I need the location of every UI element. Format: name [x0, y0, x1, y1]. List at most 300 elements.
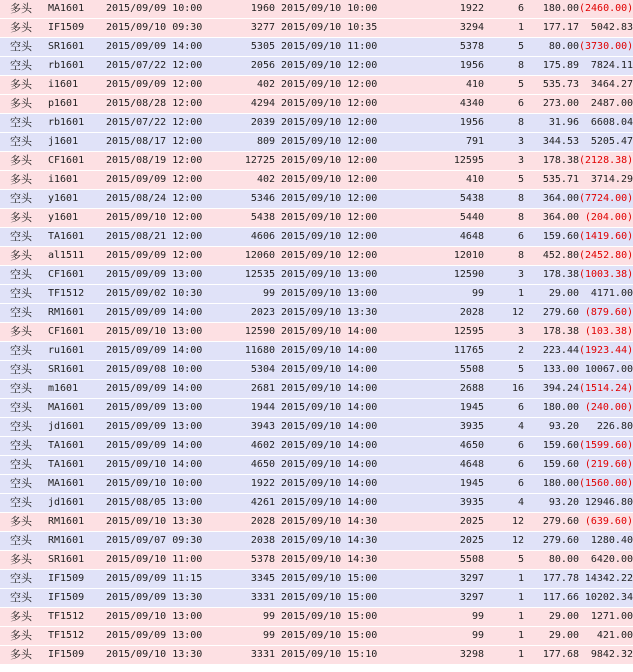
entry-price-cell: 99 — [220, 627, 275, 646]
fee-cell: 178.38 — [524, 266, 579, 285]
symbol-cell: ru1601 — [40, 342, 100, 361]
exit-time-cell: 2015/09/10 12:00 — [275, 133, 399, 152]
exit-time-cell: 2015/09/10 14:00 — [275, 494, 399, 513]
exit-time-cell: 2015/09/10 15:00 — [275, 608, 399, 627]
quantity-cell: 12 — [484, 513, 524, 532]
symbol-cell: y1601 — [40, 190, 100, 209]
entry-time-cell: 2015/08/21 12:00 — [100, 228, 220, 247]
entry-time-cell: 2015/09/09 11:15 — [100, 570, 220, 589]
entry-price-cell: 5438 — [220, 209, 275, 228]
pnl-cell: (204.00) — [579, 209, 633, 228]
pnl-cell: (1599.60) — [579, 437, 633, 456]
exit-price-cell: 410 — [399, 171, 484, 190]
table-row — [0, 152, 633, 171]
quantity-cell: 6 — [484, 475, 524, 494]
entry-price-cell: 12590 — [220, 323, 275, 342]
entry-time-cell: 2015/09/08 10:00 — [100, 361, 220, 380]
direction-cell: 多头 — [0, 247, 40, 266]
table-row — [0, 114, 633, 133]
pnl-cell: 12946.80 — [579, 494, 633, 513]
exit-time-cell: 2015/09/10 12:00 — [275, 76, 399, 95]
direction-cell: 空头 — [0, 361, 40, 380]
pnl-cell: 10067.00 — [579, 361, 633, 380]
symbol-cell: MA1601 — [40, 399, 100, 418]
entry-time-cell: 2015/09/10 13:30 — [100, 513, 220, 532]
direction-cell: 空头 — [0, 399, 40, 418]
symbol-cell: jd1601 — [40, 494, 100, 513]
quantity-cell: 1 — [484, 608, 524, 627]
entry-price-cell: 809 — [220, 133, 275, 152]
pnl-cell: 3464.27 — [579, 76, 633, 95]
entry-time-cell: 2015/09/09 13:00 — [100, 418, 220, 437]
quantity-cell: 6 — [484, 95, 524, 114]
fee-cell: 178.38 — [524, 152, 579, 171]
quantity-cell: 6 — [484, 0, 524, 19]
exit-time-cell: 2015/09/10 13:30 — [275, 304, 399, 323]
fee-cell: 279.60 — [524, 532, 579, 551]
pnl-cell: (2460.00) — [579, 0, 633, 19]
symbol-cell: m1601 — [40, 380, 100, 399]
pnl-cell: 6608.04 — [579, 114, 633, 133]
direction-cell: 空头 — [0, 570, 40, 589]
pnl-cell: 7824.11 — [579, 57, 633, 76]
direction-cell: 空头 — [0, 532, 40, 551]
entry-price-cell: 12060 — [220, 247, 275, 266]
exit-time-cell: 2015/09/10 10:35 — [275, 19, 399, 38]
exit-price-cell: 5508 — [399, 361, 484, 380]
pnl-cell: (240.00) — [579, 399, 633, 418]
quantity-cell: 1 — [484, 646, 524, 665]
exit-price-cell: 5508 — [399, 551, 484, 570]
direction-cell: 空头 — [0, 304, 40, 323]
exit-price-cell: 3297 — [399, 589, 484, 608]
fee-cell: 535.71 — [524, 171, 579, 190]
exit-price-cell: 4340 — [399, 95, 484, 114]
fee-cell: 159.60 — [524, 437, 579, 456]
table-row — [0, 171, 633, 190]
exit-price-cell: 99 — [399, 608, 484, 627]
symbol-cell: RM1601 — [40, 532, 100, 551]
entry-time-cell: 2015/07/22 12:00 — [100, 114, 220, 133]
symbol-cell: IF1509 — [40, 570, 100, 589]
quantity-cell: 5 — [484, 171, 524, 190]
symbol-cell: j1601 — [40, 133, 100, 152]
entry-price-cell: 2681 — [220, 380, 275, 399]
exit-time-cell: 2015/09/10 11:00 — [275, 38, 399, 57]
entry-price-cell: 1922 — [220, 475, 275, 494]
quantity-cell: 8 — [484, 57, 524, 76]
fee-cell: 175.89 — [524, 57, 579, 76]
pnl-cell: 10202.34 — [579, 589, 633, 608]
entry-price-cell: 5378 — [220, 551, 275, 570]
direction-cell: 多头 — [0, 646, 40, 665]
entry-price-cell: 11680 — [220, 342, 275, 361]
exit-time-cell: 2015/09/10 14:30 — [275, 551, 399, 570]
symbol-cell: MA1601 — [40, 0, 100, 19]
entry-time-cell: 2015/09/10 12:00 — [100, 209, 220, 228]
table-row — [0, 266, 633, 285]
table-row — [0, 532, 633, 551]
table-row — [0, 494, 633, 513]
entry-price-cell: 5304 — [220, 361, 275, 380]
pnl-cell: 4171.00 — [579, 285, 633, 304]
fee-cell: 273.00 — [524, 95, 579, 114]
exit-time-cell: 2015/09/10 12:00 — [275, 209, 399, 228]
direction-cell: 多头 — [0, 323, 40, 342]
symbol-cell: al1511 — [40, 247, 100, 266]
direction-cell: 多头 — [0, 152, 40, 171]
fee-cell: 452.80 — [524, 247, 579, 266]
pnl-cell: 1280.40 — [579, 532, 633, 551]
direction-cell: 多头 — [0, 608, 40, 627]
quantity-cell: 1 — [484, 19, 524, 38]
table-row — [0, 0, 633, 19]
entry-time-cell: 2015/09/10 14:00 — [100, 456, 220, 475]
entry-price-cell: 4261 — [220, 494, 275, 513]
quantity-cell: 1 — [484, 589, 524, 608]
direction-cell: 空头 — [0, 589, 40, 608]
entry-time-cell: 2015/09/10 10:00 — [100, 475, 220, 494]
exit-time-cell: 2015/09/10 13:00 — [275, 266, 399, 285]
pnl-cell: 14342.22 — [579, 570, 633, 589]
fee-cell: 93.20 — [524, 418, 579, 437]
exit-price-cell: 3297 — [399, 570, 484, 589]
pnl-cell: 1271.00 — [579, 608, 633, 627]
pnl-cell: (1003.38) — [579, 266, 633, 285]
quantity-cell: 1 — [484, 627, 524, 646]
quantity-cell: 5 — [484, 76, 524, 95]
table-row — [0, 304, 633, 323]
pnl-cell: (1923.44) — [579, 342, 633, 361]
quantity-cell: 3 — [484, 266, 524, 285]
symbol-cell: CF1601 — [40, 323, 100, 342]
symbol-cell: SR1601 — [40, 38, 100, 57]
quantity-cell: 3 — [484, 133, 524, 152]
entry-time-cell: 2015/09/09 12:00 — [100, 76, 220, 95]
symbol-cell: jd1601 — [40, 418, 100, 437]
pnl-cell: (1560.00) — [579, 475, 633, 494]
pnl-cell: (1514.24) — [579, 380, 633, 399]
exit-time-cell: 2015/09/10 14:30 — [275, 532, 399, 551]
table-row — [0, 456, 633, 475]
table-row — [0, 323, 633, 342]
direction-cell: 多头 — [0, 171, 40, 190]
entry-time-cell: 2015/09/09 12:00 — [100, 171, 220, 190]
entry-time-cell: 2015/08/28 12:00 — [100, 95, 220, 114]
quantity-cell: 6 — [484, 437, 524, 456]
fee-cell: 117.66 — [524, 589, 579, 608]
entry-time-cell: 2015/08/24 12:00 — [100, 190, 220, 209]
direction-cell: 空头 — [0, 38, 40, 57]
entry-price-cell: 12725 — [220, 152, 275, 171]
symbol-cell: y1601 — [40, 209, 100, 228]
fee-cell: 279.60 — [524, 513, 579, 532]
pnl-cell: (103.38) — [579, 323, 633, 342]
entry-price-cell: 2028 — [220, 513, 275, 532]
exit-price-cell: 3935 — [399, 494, 484, 513]
fee-cell: 180.00 — [524, 0, 579, 19]
entry-time-cell: 2015/09/09 13:00 — [100, 399, 220, 418]
direction-cell: 空头 — [0, 133, 40, 152]
entry-price-cell: 1944 — [220, 399, 275, 418]
fee-cell: 80.00 — [524, 38, 579, 57]
table-row — [0, 342, 633, 361]
exit-time-cell: 2015/09/10 10:00 — [275, 0, 399, 19]
table-row — [0, 551, 633, 570]
exit-price-cell: 791 — [399, 133, 484, 152]
table-row — [0, 437, 633, 456]
direction-cell: 空头 — [0, 380, 40, 399]
fee-cell: 159.60 — [524, 456, 579, 475]
table-row — [0, 399, 633, 418]
table-row — [0, 475, 633, 494]
entry-time-cell: 2015/07/22 12:00 — [100, 57, 220, 76]
entry-time-cell: 2015/09/09 14:00 — [100, 304, 220, 323]
exit-time-cell: 2015/09/10 14:00 — [275, 361, 399, 380]
quantity-cell: 12 — [484, 304, 524, 323]
entry-time-cell: 2015/08/17 12:00 — [100, 133, 220, 152]
exit-time-cell: 2015/09/10 14:00 — [275, 437, 399, 456]
exit-time-cell: 2015/09/10 14:00 — [275, 456, 399, 475]
pnl-cell: (2452.80) — [579, 247, 633, 266]
exit-time-cell: 2015/09/10 12:00 — [275, 171, 399, 190]
pnl-cell: 5205.47 — [579, 133, 633, 152]
exit-price-cell: 99 — [399, 285, 484, 304]
pnl-cell: 2487.00 — [579, 95, 633, 114]
symbol-cell: TF1512 — [40, 608, 100, 627]
fee-cell: 93.20 — [524, 494, 579, 513]
entry-time-cell: 2015/09/10 11:00 — [100, 551, 220, 570]
table-row — [0, 19, 633, 38]
fee-cell: 344.53 — [524, 133, 579, 152]
entry-price-cell: 5346 — [220, 190, 275, 209]
table-row — [0, 627, 633, 646]
direction-cell: 多头 — [0, 513, 40, 532]
entry-time-cell: 2015/09/09 13:00 — [100, 627, 220, 646]
entry-time-cell: 2015/09/10 09:30 — [100, 19, 220, 38]
table-row — [0, 247, 633, 266]
entry-time-cell: 2015/09/10 13:00 — [100, 323, 220, 342]
entry-price-cell: 2039 — [220, 114, 275, 133]
table-row — [0, 76, 633, 95]
entry-time-cell: 2015/09/09 14:00 — [100, 380, 220, 399]
quantity-cell: 6 — [484, 456, 524, 475]
exit-time-cell: 2015/09/10 14:00 — [275, 418, 399, 437]
exit-time-cell: 2015/09/10 12:00 — [275, 114, 399, 133]
quantity-cell: 6 — [484, 228, 524, 247]
exit-price-cell: 5440 — [399, 209, 484, 228]
exit-time-cell: 2015/09/10 12:00 — [275, 228, 399, 247]
entry-price-cell: 3331 — [220, 589, 275, 608]
exit-time-cell: 2015/09/10 12:00 — [275, 247, 399, 266]
exit-price-cell: 3935 — [399, 418, 484, 437]
pnl-cell: (7724.00) — [579, 190, 633, 209]
exit-price-cell: 1956 — [399, 114, 484, 133]
pnl-cell: 421.00 — [579, 627, 633, 646]
exit-price-cell: 4648 — [399, 456, 484, 475]
symbol-cell: TF1512 — [40, 285, 100, 304]
entry-price-cell: 1960 — [220, 0, 275, 19]
entry-time-cell: 2015/09/02 10:30 — [100, 285, 220, 304]
exit-time-cell: 2015/09/10 14:00 — [275, 323, 399, 342]
fee-cell: 133.00 — [524, 361, 579, 380]
entry-price-cell: 99 — [220, 608, 275, 627]
quantity-cell: 4 — [484, 418, 524, 437]
entry-time-cell: 2015/09/09 10:00 — [100, 0, 220, 19]
table-row — [0, 285, 633, 304]
exit-time-cell: 2015/09/10 12:00 — [275, 57, 399, 76]
direction-cell: 多头 — [0, 95, 40, 114]
quantity-cell: 5 — [484, 361, 524, 380]
quantity-cell: 5 — [484, 551, 524, 570]
pnl-cell: (3730.00) — [579, 38, 633, 57]
direction-cell: 空头 — [0, 57, 40, 76]
fee-cell: 178.38 — [524, 323, 579, 342]
quantity-cell: 2 — [484, 342, 524, 361]
entry-time-cell: 2015/09/10 13:30 — [100, 646, 220, 665]
fee-cell: 177.78 — [524, 570, 579, 589]
table-row — [0, 570, 633, 589]
fee-cell: 180.00 — [524, 475, 579, 494]
table-row — [0, 95, 633, 114]
fee-cell: 394.24 — [524, 380, 579, 399]
symbol-cell: i1601 — [40, 171, 100, 190]
fee-cell: 177.17 — [524, 19, 579, 38]
exit-time-cell: 2015/09/10 15:10 — [275, 646, 399, 665]
symbol-cell: SR1601 — [40, 551, 100, 570]
quantity-cell: 8 — [484, 190, 524, 209]
symbol-cell: RM1601 — [40, 304, 100, 323]
entry-time-cell: 2015/09/09 12:00 — [100, 247, 220, 266]
exit-price-cell: 2025 — [399, 532, 484, 551]
entry-time-cell: 2015/09/10 13:00 — [100, 608, 220, 627]
symbol-cell: TA1601 — [40, 437, 100, 456]
exit-price-cell: 12595 — [399, 323, 484, 342]
direction-cell: 空头 — [0, 285, 40, 304]
quantity-cell: 1 — [484, 570, 524, 589]
entry-price-cell: 99 — [220, 285, 275, 304]
fee-cell: 177.68 — [524, 646, 579, 665]
table-row — [0, 608, 633, 627]
direction-cell: 空头 — [0, 456, 40, 475]
symbol-cell: p1601 — [40, 95, 100, 114]
quantity-cell: 8 — [484, 114, 524, 133]
direction-cell: 多头 — [0, 551, 40, 570]
exit-price-cell: 2688 — [399, 380, 484, 399]
pnl-cell: 226.80 — [579, 418, 633, 437]
exit-price-cell: 5378 — [399, 38, 484, 57]
exit-time-cell: 2015/09/10 15:00 — [275, 627, 399, 646]
exit-price-cell: 4648 — [399, 228, 484, 247]
entry-time-cell: 2015/09/09 14:00 — [100, 342, 220, 361]
entry-price-cell: 3277 — [220, 19, 275, 38]
entry-price-cell: 3331 — [220, 646, 275, 665]
exit-price-cell: 2025 — [399, 513, 484, 532]
quantity-cell: 6 — [484, 399, 524, 418]
table-row — [0, 513, 633, 532]
symbol-cell: TF1512 — [40, 627, 100, 646]
entry-price-cell: 4606 — [220, 228, 275, 247]
exit-time-cell: 2015/09/10 12:00 — [275, 152, 399, 171]
table-row — [0, 38, 633, 57]
symbol-cell: SR1601 — [40, 361, 100, 380]
pnl-cell: (879.60) — [579, 304, 633, 323]
entry-price-cell: 5305 — [220, 38, 275, 57]
entry-time-cell: 2015/09/09 13:00 — [100, 266, 220, 285]
exit-price-cell: 1945 — [399, 399, 484, 418]
pnl-cell: 9842.32 — [579, 646, 633, 665]
table-row — [0, 646, 633, 665]
symbol-cell: IF1509 — [40, 646, 100, 665]
entry-time-cell: 2015/09/09 13:30 — [100, 589, 220, 608]
table-row — [0, 418, 633, 437]
exit-price-cell: 410 — [399, 76, 484, 95]
entry-price-cell: 4650 — [220, 456, 275, 475]
direction-cell: 多头 — [0, 0, 40, 19]
exit-time-cell: 2015/09/10 14:30 — [275, 513, 399, 532]
direction-cell: 多头 — [0, 19, 40, 38]
symbol-cell: IF1509 — [40, 589, 100, 608]
exit-price-cell: 12595 — [399, 152, 484, 171]
direction-cell: 空头 — [0, 228, 40, 247]
exit-price-cell: 5438 — [399, 190, 484, 209]
table-row — [0, 589, 633, 608]
direction-cell: 空头 — [0, 190, 40, 209]
entry-price-cell: 402 — [220, 171, 275, 190]
exit-time-cell: 2015/09/10 14:00 — [275, 342, 399, 361]
fee-cell: 364.00 — [524, 209, 579, 228]
entry-price-cell: 2038 — [220, 532, 275, 551]
fee-cell: 223.44 — [524, 342, 579, 361]
symbol-cell: TA1601 — [40, 456, 100, 475]
exit-time-cell: 2015/09/10 15:00 — [275, 570, 399, 589]
pnl-cell: 5042.83 — [579, 19, 633, 38]
exit-time-cell: 2015/09/10 14:00 — [275, 380, 399, 399]
direction-cell: 空头 — [0, 418, 40, 437]
quantity-cell: 3 — [484, 323, 524, 342]
pnl-cell: 6420.00 — [579, 551, 633, 570]
quantity-cell: 16 — [484, 380, 524, 399]
symbol-cell: rb1601 — [40, 57, 100, 76]
direction-cell: 多头 — [0, 76, 40, 95]
direction-cell: 空头 — [0, 437, 40, 456]
pnl-cell: 3714.29 — [579, 171, 633, 190]
fee-cell: 80.00 — [524, 551, 579, 570]
exit-price-cell: 12010 — [399, 247, 484, 266]
symbol-cell: MA1601 — [40, 475, 100, 494]
table-row — [0, 190, 633, 209]
symbol-cell: CF1601 — [40, 152, 100, 171]
entry-price-cell: 4602 — [220, 437, 275, 456]
entry-price-cell: 3943 — [220, 418, 275, 437]
entry-price-cell: 402 — [220, 76, 275, 95]
exit-time-cell: 2015/09/10 14:00 — [275, 399, 399, 418]
exit-price-cell: 3298 — [399, 646, 484, 665]
table-row — [0, 380, 633, 399]
quantity-cell: 3 — [484, 152, 524, 171]
direction-cell: 多头 — [0, 209, 40, 228]
entry-price-cell: 3345 — [220, 570, 275, 589]
quantity-cell: 1 — [484, 285, 524, 304]
table-row — [0, 209, 633, 228]
symbol-cell: RM1601 — [40, 513, 100, 532]
exit-price-cell: 99 — [399, 627, 484, 646]
symbol-cell: CF1601 — [40, 266, 100, 285]
exit-time-cell: 2015/09/10 12:00 — [275, 95, 399, 114]
exit-price-cell: 11765 — [399, 342, 484, 361]
fee-cell: 364.00 — [524, 190, 579, 209]
exit-price-cell: 1922 — [399, 0, 484, 19]
